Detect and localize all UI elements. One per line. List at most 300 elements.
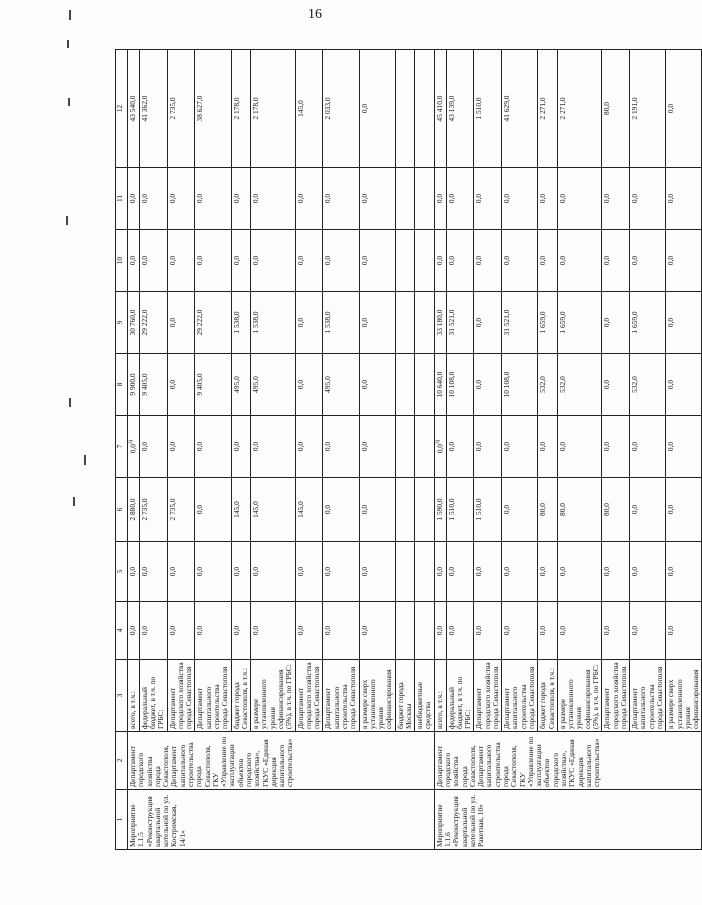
value-text: 0,0 <box>251 625 261 636</box>
value-cell <box>557 416 601 478</box>
column-number: 8 <box>116 354 128 416</box>
value-cell <box>630 354 666 416</box>
value-text: 145,0 <box>251 501 261 518</box>
value-text: 0,0 <box>434 566 444 577</box>
value-text: 2 271,0 <box>557 97 567 120</box>
value-text: 0,0 <box>231 255 241 266</box>
value-text: 0,0 <box>139 625 149 636</box>
value-cell <box>538 542 558 602</box>
value-text: 0,0 <box>538 193 548 204</box>
value-cell <box>359 168 395 230</box>
value-text: 0,0 <box>502 504 512 515</box>
value-text: 0,0 <box>359 625 369 636</box>
value-cell <box>128 354 140 416</box>
value-cell <box>474 542 502 602</box>
value-text: 29 222,0 <box>195 309 205 336</box>
value-cell <box>538 478 558 542</box>
value-text: 0,0 <box>295 193 305 204</box>
rotated-table-wrapper <box>115 50 701 850</box>
value-cell <box>139 230 167 292</box>
funding-source: всего, в т.ч.: <box>434 660 446 732</box>
value-text: 0,0 <box>359 193 369 204</box>
value-text: 0,0 <box>538 566 548 577</box>
value-cell <box>434 168 446 230</box>
value-cell <box>251 292 295 354</box>
value-text: 0,0 <box>630 625 640 636</box>
value-cell <box>195 354 231 416</box>
value-cell <box>666 50 702 168</box>
value-text: 0,0 <box>557 193 567 204</box>
value-cell <box>295 292 323 354</box>
value-text: 0,0 <box>323 504 333 515</box>
column-number: 4 <box>116 602 128 660</box>
value-text: 31 521,0 <box>446 309 456 336</box>
value-cell <box>231 602 251 660</box>
value-cell <box>538 230 558 292</box>
value-cell <box>630 542 666 602</box>
value-text: 0,0 <box>602 317 612 328</box>
value-text: 0,0 <box>474 317 484 328</box>
scan-mark <box>69 398 71 407</box>
value-cell <box>538 50 558 168</box>
table-row <box>323 50 359 850</box>
value-text: 0,0 <box>195 504 205 515</box>
value-cell <box>557 602 601 660</box>
value-text: 0,0 <box>666 625 676 636</box>
value-cell <box>295 416 323 478</box>
value-text: 0,0 <box>128 444 138 454</box>
funding-source: Департамент капитального строительства города Севастополя <box>502 660 538 732</box>
column-number: 7 <box>116 416 128 478</box>
funding-source: бюджет города Севастополя, в т.ч.: <box>231 660 251 732</box>
value-cell <box>557 230 601 292</box>
value-cell <box>602 230 630 292</box>
value-text: 0,0 <box>323 566 333 577</box>
value-text: 0,0 <box>666 441 676 452</box>
value-text: 0,0 <box>359 103 369 114</box>
value-cell <box>557 292 601 354</box>
value-cell <box>139 292 167 354</box>
value-cell <box>446 50 474 168</box>
value-text: 0,0 <box>602 441 612 452</box>
value-text: 0,0 <box>502 193 512 204</box>
table-row <box>128 50 140 850</box>
value-cell <box>474 230 502 292</box>
value-cell <box>231 168 251 230</box>
value-cell <box>295 230 323 292</box>
value-cell <box>395 416 415 478</box>
value-cell <box>666 542 702 602</box>
value-cell <box>502 602 538 660</box>
scan-mark <box>67 40 69 48</box>
value-text: 0,0 <box>231 566 241 577</box>
value-cell <box>630 168 666 230</box>
value-text: 41 629,0 <box>502 95 512 122</box>
table-row <box>446 50 474 850</box>
value-cell <box>323 478 359 542</box>
value-text: 0,0 <box>630 255 640 266</box>
value-text: 0,0 <box>474 193 484 204</box>
funding-source: всего, в т.ч.: <box>128 660 140 732</box>
value-cell <box>630 416 666 478</box>
value-cell <box>446 354 474 416</box>
funding-source: в размере сверх установленного уровня софинансирования <box>359 660 395 732</box>
value-cell <box>557 168 601 230</box>
value-cell <box>395 292 415 354</box>
value-text: 0,0 <box>630 504 640 515</box>
value-cell <box>128 542 140 602</box>
value-text: 2 271,0 <box>538 97 548 120</box>
value-text: 0,0 <box>231 441 241 452</box>
value-text: 0,0 <box>195 193 205 204</box>
value-cell <box>395 230 415 292</box>
value-cell <box>538 168 558 230</box>
value-cell <box>167 542 195 602</box>
value-text: 2 735,0 <box>139 498 149 521</box>
value-text: 0,0 <box>359 255 369 266</box>
value-cell <box>323 292 359 354</box>
value-cell <box>195 602 231 660</box>
value-cell <box>502 542 538 602</box>
value-text: 0,0 <box>195 441 205 452</box>
value-text: 0,0 <box>295 625 305 636</box>
value-cell <box>128 50 140 168</box>
value-cell <box>167 354 195 416</box>
value-text: 10 108,0 <box>446 371 456 398</box>
value-text: 80,0 <box>538 503 548 516</box>
value-cell <box>139 478 167 542</box>
value-text: 532,0 <box>557 376 567 393</box>
value-text: 0,0 <box>295 379 305 390</box>
value-text: 1 538,0 <box>323 311 333 334</box>
value-cell <box>167 478 195 542</box>
value-text: 0,0 <box>167 193 177 204</box>
scan-mark <box>73 497 75 506</box>
value-cell <box>167 416 195 478</box>
funding-source: Департамент капитального строительства города Севастополя <box>323 660 359 732</box>
value-text: 1 538,0 <box>251 311 261 334</box>
value-text: 0,0 <box>167 317 177 328</box>
funding-source: в размере сверх установленного уровня софинансирования <box>666 660 702 732</box>
value-cell <box>557 354 601 416</box>
value-cell <box>602 416 630 478</box>
value-text: 1 510,0 <box>474 498 484 521</box>
column-number: 1 <box>116 790 128 850</box>
value-cell <box>323 542 359 602</box>
value-text: 38 627,0 <box>195 95 205 122</box>
value-text: 0,0 <box>323 441 333 452</box>
table-row <box>666 50 702 850</box>
table-row <box>167 50 195 850</box>
value-text: 0,0 <box>474 255 484 266</box>
value-text: 33 180,0 <box>434 309 444 336</box>
value-text: 0,0 <box>139 566 149 577</box>
value-text: 0,0 <box>128 566 137 577</box>
footnote-mark: 3) <box>128 439 134 445</box>
value-cell <box>446 292 474 354</box>
value-cell <box>195 292 231 354</box>
value-cell <box>666 478 702 542</box>
funding-source: Департамент городского хозяйства города Севастополя <box>295 660 323 732</box>
value-text: 2 191,0 <box>630 97 640 120</box>
column-number: 9 <box>116 292 128 354</box>
footnote-mark: 3) <box>434 439 441 445</box>
value-cell <box>415 602 435 660</box>
table-row <box>395 50 415 850</box>
value-cell <box>359 542 395 602</box>
value-text: 0,0 <box>139 193 149 204</box>
value-cell <box>359 50 395 168</box>
column-number: 6 <box>116 478 128 542</box>
table-row <box>602 50 630 850</box>
table-row <box>295 50 323 850</box>
column-number: 10 <box>116 230 128 292</box>
value-text: 0,0 <box>666 317 676 328</box>
value-text: 145,0 <box>231 501 241 518</box>
measure-name: Мероприятие 1.1.6 «Реконструкция квартальной котельной по ул. Ракетная, 10» <box>434 790 702 850</box>
rotated-table-frame <box>115 50 701 850</box>
value-cell <box>434 354 446 416</box>
value-text: 0,0 <box>502 441 512 452</box>
value-text: 0,0 <box>666 566 676 577</box>
value-text: 0,0 <box>359 441 369 452</box>
column-number: 2 <box>116 732 128 790</box>
value-text: 0,0 <box>167 255 177 266</box>
value-cell <box>666 602 702 660</box>
value-text: 43 139,0 <box>446 95 456 122</box>
value-cell <box>415 230 435 292</box>
value-text: 0,0 <box>474 379 484 390</box>
table-row <box>195 50 231 850</box>
funding-source: Департамент городского хозяйства города Севастополя <box>474 660 502 732</box>
value-text: 0,0 <box>167 441 177 452</box>
column-number: 11 <box>116 168 128 230</box>
value-cell <box>128 168 140 230</box>
value-text: 0,0 <box>434 255 444 266</box>
value-text: 2 880,0 <box>128 498 137 521</box>
value-cell <box>128 478 140 542</box>
value-cell <box>295 478 323 542</box>
value-cell <box>295 50 323 168</box>
value-cell <box>295 602 323 660</box>
value-cell <box>415 292 435 354</box>
value-text: 0,0 <box>251 193 261 204</box>
executor-name: Департамент городского хозяйства города Севастополя, Департамент капитального строительства города Севастополя, ГКУ «Управление по эксплуатации объектов городского хозяйства», ГКУС «Единая дирекция капитального строительства» <box>128 732 435 790</box>
value-cell <box>323 416 359 478</box>
value-cell <box>195 50 231 168</box>
value-cell <box>323 168 359 230</box>
value-text: 0,0 <box>128 625 137 636</box>
funding-source: Департамент городского хозяйства города Севастополя <box>602 660 630 732</box>
page-number: 16 <box>308 7 322 22</box>
budget-table <box>115 49 702 850</box>
value-text: 2 735,0 <box>167 97 177 120</box>
value-cell <box>415 168 435 230</box>
value-text: 9 405,0 <box>139 373 149 396</box>
value-text: 1 510,0 <box>446 498 456 521</box>
value-text: 0,0 <box>666 504 676 515</box>
value-text: 0,0 <box>666 379 676 390</box>
value-cell <box>415 416 435 478</box>
value-text: 0,0 <box>231 193 241 204</box>
value-cell <box>167 602 195 660</box>
value-text: 0,0 <box>474 566 484 577</box>
funding-source: Департамент капитального строительства города Севастополя <box>630 660 666 732</box>
value-cell <box>538 354 558 416</box>
column-number: 12 <box>116 50 128 168</box>
value-text: 0,0 <box>630 193 640 204</box>
funding-source: Департамент городского хозяйства города Севастополя <box>167 660 195 732</box>
value-cell <box>630 478 666 542</box>
value-cell <box>415 542 435 602</box>
value-text: 0,0 <box>251 441 261 452</box>
value-text: 0,0 <box>538 441 548 452</box>
value-cell <box>446 602 474 660</box>
value-cell <box>557 478 601 542</box>
value-text: 0,0 <box>435 444 445 454</box>
table-body <box>116 50 702 850</box>
table-row <box>359 50 395 850</box>
value-cell <box>415 478 435 542</box>
value-text: 0,0 <box>557 625 567 636</box>
value-cell <box>557 542 601 602</box>
value-text: 0,0 <box>502 255 512 266</box>
value-cell <box>231 230 251 292</box>
value-text: 0,0 <box>666 255 676 266</box>
value-text: 0,0 <box>434 625 444 636</box>
value-cell <box>359 602 395 660</box>
table-row <box>231 50 251 850</box>
funding-source: в размере установленного уровня софинансирования (5%), в т.ч. по ГРБС: <box>557 660 601 732</box>
value-cell <box>139 416 167 478</box>
value-cell <box>666 292 702 354</box>
value-text: 2 178,0 <box>251 97 261 120</box>
value-text: 0,0 <box>446 255 456 266</box>
value-cell <box>446 230 474 292</box>
value-cell <box>538 416 558 478</box>
value-cell <box>538 602 558 660</box>
value-text: 10 640,0 <box>434 371 444 398</box>
value-text: 0,0 <box>295 566 305 577</box>
value-text: 0,0 <box>323 625 333 636</box>
value-text: 0,0 <box>630 566 640 577</box>
value-cell <box>502 478 538 542</box>
value-text: 2 033,0 <box>323 97 333 120</box>
value-text: 0,0 <box>167 625 177 636</box>
value-text: 145,0 <box>295 501 305 518</box>
value-text: 0,0 <box>323 255 333 266</box>
value-text: 0,0 <box>446 566 456 577</box>
value-text: 80,0 <box>557 503 567 516</box>
value-cell <box>666 230 702 292</box>
funding-source: Департамент капитального строительства города Севастополя <box>195 660 231 732</box>
value-text: 0,0 <box>195 625 205 636</box>
value-cell <box>395 542 415 602</box>
value-cell <box>602 542 630 602</box>
value-text: 2 735,0 <box>167 498 177 521</box>
value-cell <box>167 292 195 354</box>
value-cell <box>195 230 231 292</box>
table-row <box>502 50 538 850</box>
value-cell <box>395 168 415 230</box>
value-cell <box>395 602 415 660</box>
value-cell <box>502 230 538 292</box>
value-cell <box>167 230 195 292</box>
value-text: 0,0 <box>538 625 548 636</box>
table-row <box>251 50 295 850</box>
value-cell <box>295 168 323 230</box>
value-cell <box>323 50 359 168</box>
table-header-row <box>116 50 128 850</box>
value-cell <box>434 416 446 478</box>
value-text: 1 590,0 <box>434 498 444 521</box>
value-text: 0,0 <box>502 625 512 636</box>
value-cell <box>446 416 474 478</box>
value-text: 0,0 <box>167 566 177 577</box>
value-text: 0,0 <box>195 255 205 266</box>
value-cell <box>474 416 502 478</box>
value-cell <box>602 168 630 230</box>
value-text: 0,0 <box>446 193 456 204</box>
value-cell <box>139 354 167 416</box>
value-text: 0,0 <box>359 504 369 515</box>
value-cell <box>323 354 359 416</box>
funding-source: бюджет города Москвы <box>395 660 415 732</box>
value-cell <box>602 354 630 416</box>
scan-mark <box>68 98 70 106</box>
table-row <box>415 50 435 850</box>
value-text: 0,0 <box>602 255 612 266</box>
value-cell <box>434 602 446 660</box>
scan-mark <box>66 216 68 225</box>
value-text: 2 178,0 <box>231 97 241 120</box>
value-cell <box>630 230 666 292</box>
funding-source: внебюджетные средства <box>415 660 435 732</box>
value-text: 0,0 <box>557 566 567 577</box>
measure-name: Мероприятие 1.1.5 «Реконструкция квартальной котельной по ул. Костромская, 14/1» <box>128 790 435 850</box>
value-cell <box>434 478 446 542</box>
value-cell <box>502 354 538 416</box>
funding-source: федеральный бюджет, в т.ч. по ГРБС: <box>139 660 167 732</box>
value-cell <box>474 292 502 354</box>
value-cell <box>434 292 446 354</box>
value-cell <box>195 168 231 230</box>
value-text: 29 222,0 <box>139 309 149 336</box>
value-text: 9 900,0 <box>128 373 137 396</box>
value-text: 0,0 <box>231 625 241 636</box>
value-text: 30 760,0 <box>128 309 137 336</box>
value-cell <box>666 354 702 416</box>
value-cell <box>251 50 295 168</box>
value-text: 495,0 <box>251 376 261 393</box>
value-cell <box>474 602 502 660</box>
value-text: 45 410,0 <box>434 95 444 122</box>
value-cell <box>502 50 538 168</box>
value-text: 41 362,0 <box>139 95 149 122</box>
value-cell <box>630 292 666 354</box>
funding-source: бюджет города Севастополя, в т.ч.: <box>538 660 558 732</box>
table-row <box>538 50 558 850</box>
value-text: 80,0 <box>602 102 612 115</box>
value-text: 0,0 <box>251 566 261 577</box>
executor-name: Департамент городского хозяйства города Севастополя, Департамент капитального строительства города Севастополя, ГКУ «Управление по эксплуатации объектов городского хозяйства», ГКУС «Единая дирекция капитального строительства» <box>434 732 702 790</box>
value-cell <box>251 230 295 292</box>
column-number: 5 <box>116 542 128 602</box>
value-text: 0,0 <box>602 379 612 390</box>
value-cell <box>251 416 295 478</box>
value-cell <box>128 416 140 478</box>
value-text: 0,0 <box>128 193 137 204</box>
